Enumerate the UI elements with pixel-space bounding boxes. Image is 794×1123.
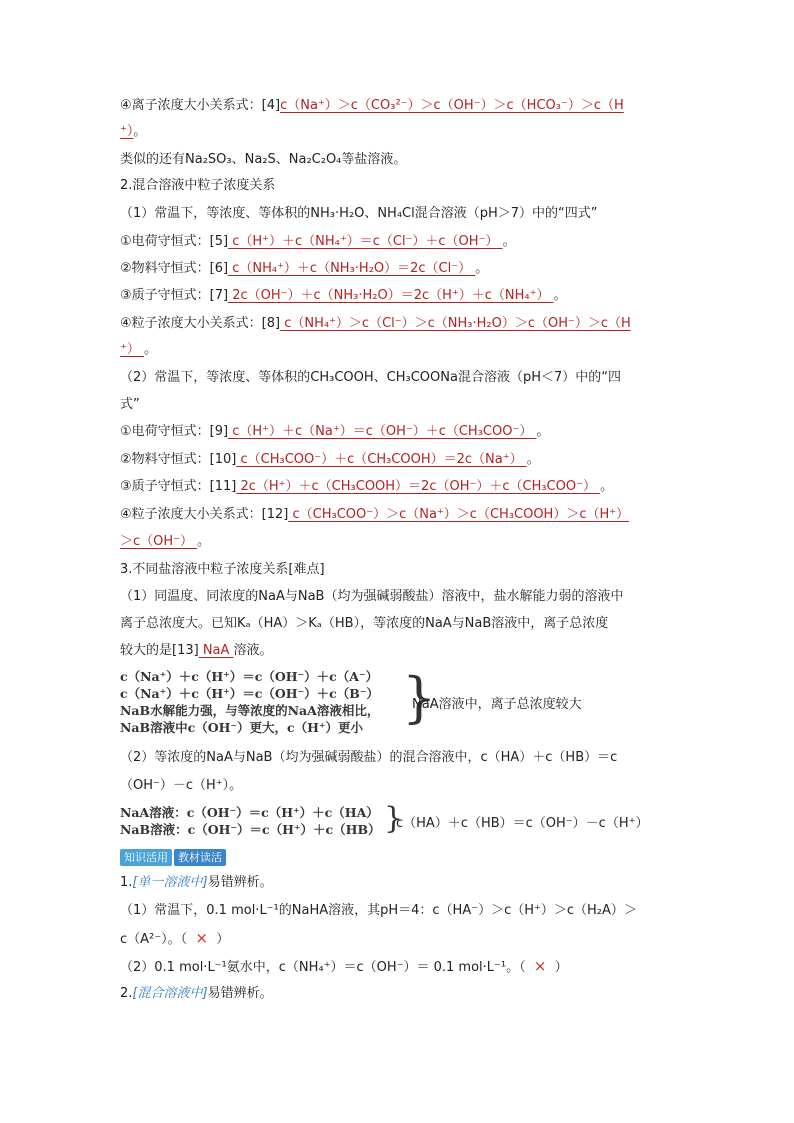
text-line: 类似的还有Na₂SO₃、Na₂S、Na₂C₂O₄等盐溶液。 [120, 152, 407, 167]
section-tags [120, 849, 226, 866]
section-heading: 3.不同盐溶液中粒子浓度关系[难点] [120, 562, 325, 577]
text-line: 离子总浓度大。已知Kₐ（HA）＞Kₐ（HB），等浓度的NaA与NaB溶液中，离子总浓度 [120, 616, 609, 631]
cross-mark-icon: × [195, 929, 208, 947]
text-line: ①电荷守恒式：[9] c（H⁺）＋c（Na⁺）＝c（OH⁻）＋c（CH₃COO⁻） 。 [120, 424, 550, 439]
text-line: ⁺） 。 [120, 342, 158, 357]
question-1-1: （1）常温下，0.1 mol·L⁻¹的NaHA溶液，其pH＝4：c（HA⁻）＞c（H⁺）＞c（H₂A）＞ [120, 903, 637, 918]
formula-result: c（HA）＋c（HB）＝c（OH⁻）－c（H⁺） [396, 816, 649, 831]
cross-mark-icon: × [533, 957, 547, 975]
text-line: （OH⁻）－c（H⁺）。 [120, 778, 243, 793]
tag-knowledge: 知识活用 [120, 849, 172, 866]
formula-block: c（Na⁺）＋c（H⁺）＝c（OH⁻）＋c（A⁻） c（Na⁺）＋c（H⁺）＝c（OH⁻）＋c（B⁻） NaB水解能力强，与等浓度的NaA溶液相比， NaB溶液中c（OH⁻）更大，c（H⁺）更小 [120, 669, 380, 735]
text-line: ＞c（OH⁻） 。 [120, 534, 211, 549]
section-heading: 2.混合溶液中粒子浓度关系 [120, 178, 276, 193]
right-brace-icon: } [384, 801, 404, 836]
question-1-1-cont: c（A²⁻）。（ × ） [120, 929, 230, 947]
text-line: （1）常温下，等浓度、等体积的NH₃·H₂O、NH₄Cl混合溶液（pH＞7）中的“四式” [120, 206, 598, 221]
text-line: 式” [120, 397, 140, 412]
question-1-2: （2）0.1 mol·L⁻¹氨水中，c（NH₄⁺）＝c（OH⁻）＝ 0.1 mol·L⁻¹。（ × ） [120, 957, 568, 975]
text-line: ①电荷守恒式：[5] c（H⁺）＋c（NH₄⁺）＝c（Cl⁻）＋c（OH⁻） 。 [120, 234, 516, 249]
question-1: 1.[单一溶液中]易错辨析。 [120, 875, 273, 890]
text-line: ③质子守恒式：[11] 2c（H⁺）＋c（CH₃COOH）＝2c（OH⁻）＋c（CH₃COO⁻） 。 [120, 479, 614, 494]
text-line: ②物料守恒式：[6] c（NH₄⁺）＋c（NH₃·H₂O）＝2c（Cl⁻） 。 [120, 261, 489, 276]
formula-block: NaA溶液：c（OH⁻）＝c（H⁺）＋c（HA） NaB溶液：c（OH⁻）＝c（H⁺）＋c（HB） [120, 805, 381, 837]
question-2: 2.[混合溶液中]易错辨析。 [120, 986, 273, 1001]
text-line: ③质子守恒式：[7] 2c（OH⁻）＋c（NH₃·H₂O）＝2c（H⁺）＋c（NH₄⁺） 。 [120, 288, 567, 303]
text-line: ②物料守恒式：[10] c（CH₃COO⁻）＋c（CH₃COOH）＝2c（Na⁺） 。 [120, 452, 540, 467]
text-line: （1）同温度、同浓度的NaA与NaB（均为强碱弱酸盐）溶液中，盐水解能力弱的溶液中 [120, 589, 624, 604]
tag-textbook: 教材读活 [174, 849, 226, 866]
text-line: ④离子浓度大小关系式：[4]c（Na⁺）＞c（CO₃²⁻）＞c（OH⁻）＞c（HCO₃⁻）＞c（H [120, 98, 624, 113]
formula-result: NaA溶液中，离子总浓度较大 [412, 697, 582, 712]
text-line: ⁺）。 [120, 124, 147, 139]
text-line: ④粒子浓度大小关系式：[12] c（CH₃COO⁻）＞c（Na⁺）＞c（CH₃COOH）＞c（H⁺） [120, 507, 630, 522]
text-line: 较大的是[13] NaA 溶液。 [120, 643, 273, 658]
right-brace-icon: } [402, 666, 437, 729]
text-line: （2）等浓度的NaA与NaB（均为强碱弱酸盐）的混合溶液中，c（HA）＋c（HB）＝c [120, 750, 618, 765]
text-line: （2）常温下，等浓度、等体积的CH₃COOH、CH₃COONa混合溶液（pH＜7）中的“四 [120, 370, 621, 385]
text-line: ④粒子浓度大小关系式：[8] c（NH₄⁺）＞c（Cl⁻）＞c（NH₃·H₂O）＞c（OH⁻）＞c（H [120, 316, 631, 331]
